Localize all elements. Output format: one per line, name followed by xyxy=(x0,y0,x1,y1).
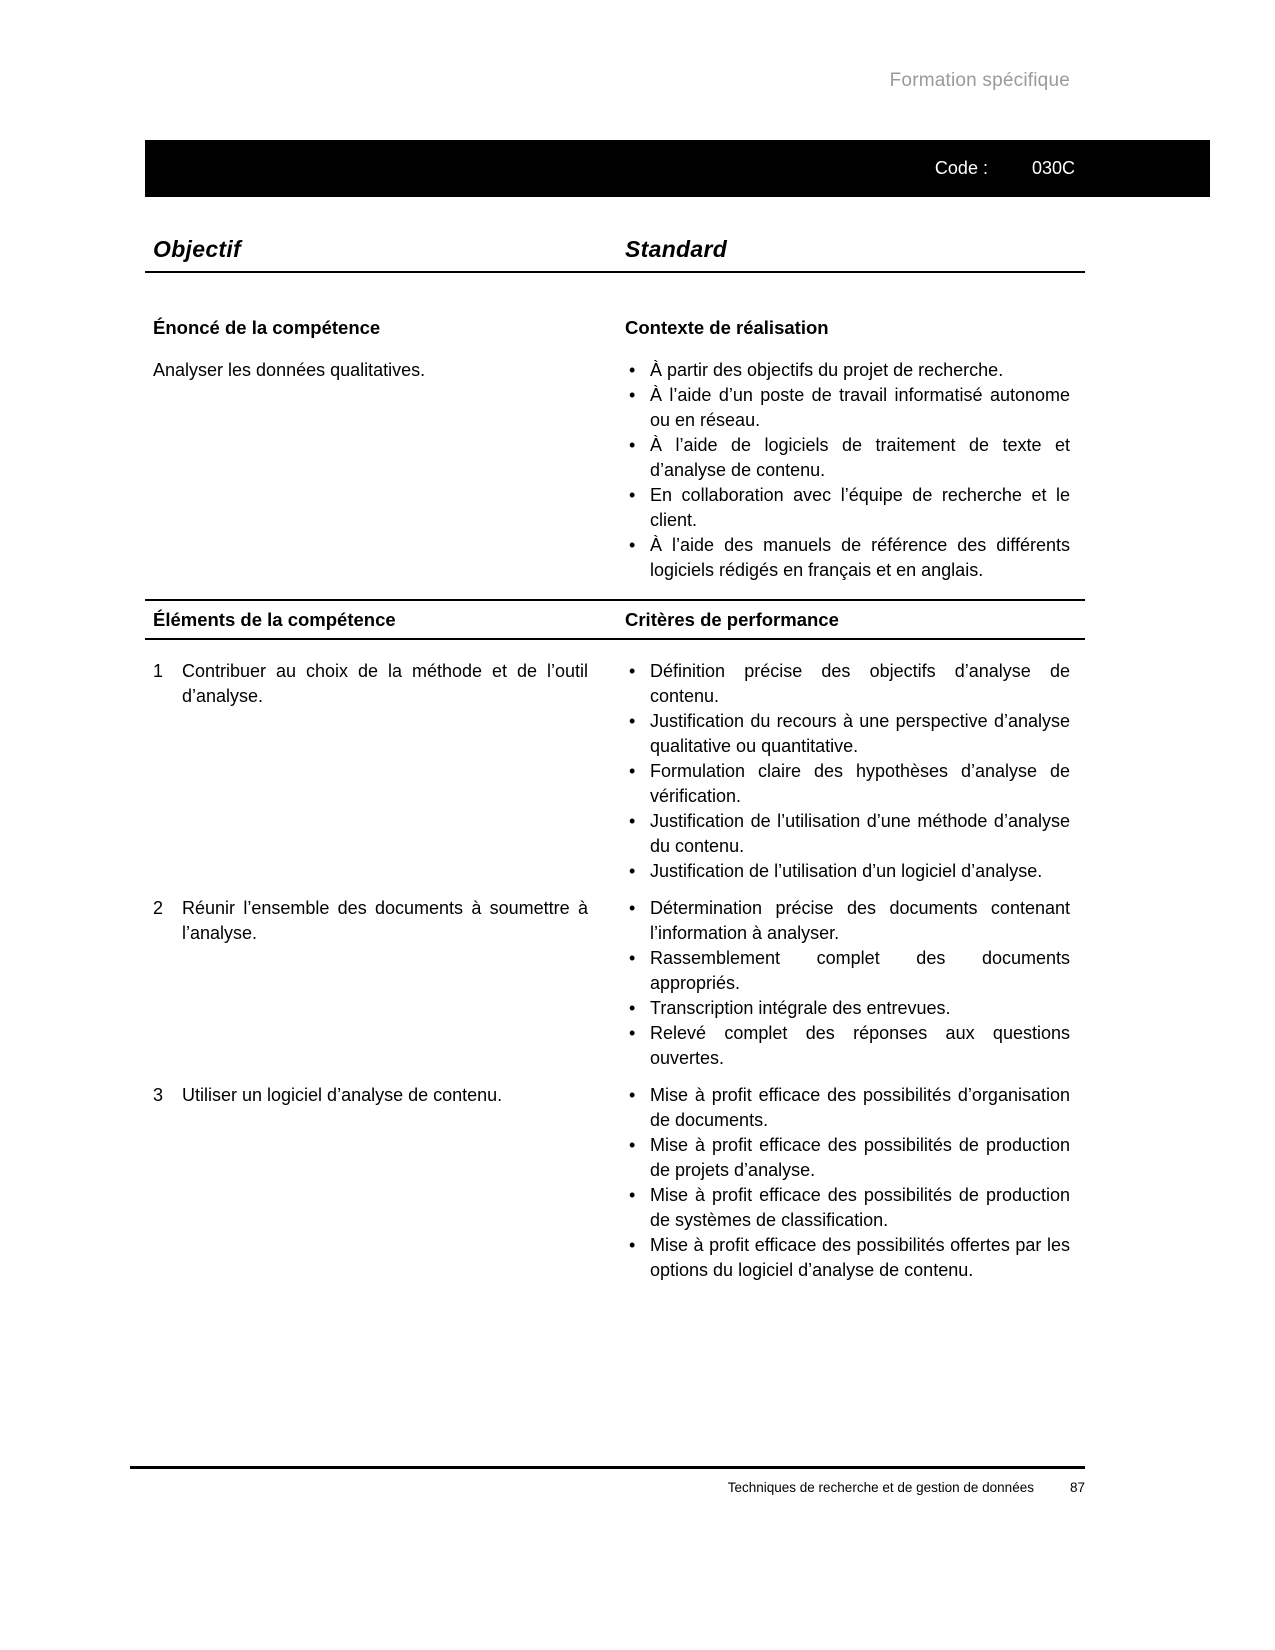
code-bar xyxy=(145,140,1210,197)
column-title-standard: Standard xyxy=(625,236,728,262)
context-bullet: • En collaboration avec l’équipe de recherche et le client. xyxy=(625,483,1070,533)
criteria-bullet: • Rassemblement complet des documents appropriés. xyxy=(625,946,1070,996)
criteria-bullet: • Mise à profit efficace des possibilités de production de projets d’analyse. xyxy=(625,1133,1070,1183)
criteria-bullet: • Mise à profit efficace des possibilités de production de systèmes de classification. xyxy=(625,1183,1070,1233)
content-area xyxy=(145,237,1085,1295)
element-item-row-3 xyxy=(145,1083,1085,1283)
element-item-row-2 xyxy=(145,896,1085,1071)
criteria-bullet: • Détermination précise des documents contenant l’information à analyser. xyxy=(625,896,1070,946)
element-number: 2 xyxy=(153,898,164,918)
context-bullet: • À l’aide des manuels de référence des différents logiciels rédigés en français et en anglais. xyxy=(625,533,1070,583)
page-footer xyxy=(130,1466,1085,1495)
criteria-bullet-list xyxy=(625,896,1070,1071)
column-titles-row xyxy=(145,237,1085,273)
element-number: 1 xyxy=(153,661,164,681)
code-value: 030C xyxy=(1031,158,1075,178)
heading-criteres-performance: Critères de performance xyxy=(625,609,839,630)
elements-headings-row xyxy=(145,599,1085,640)
heading-enonce-competence: Énoncé de la compétence xyxy=(153,317,381,338)
element-text-cell xyxy=(145,1083,625,1283)
criteria-bullet-list xyxy=(625,1083,1070,1283)
competence-body-row xyxy=(145,358,1085,583)
criteria-bullet: • Formulation claire des hypothèses d’analyse de vérification. xyxy=(625,759,1070,809)
element-number: 3 xyxy=(153,1085,164,1105)
criteria-bullet: • Justification du recours à une perspective d’analyse qualitative ou quantitative. xyxy=(625,709,1070,759)
criteria-cell xyxy=(625,659,1085,884)
footer-inner xyxy=(130,1480,1085,1495)
heading-contexte-realisation: Contexte de réalisation xyxy=(625,317,829,338)
criteria-bullet: • Justification de l’utilisation d’une méthode d’analyse du contenu. xyxy=(625,809,1070,859)
element-text: Utiliser un logiciel d’analyse de contenu. xyxy=(182,1085,503,1105)
element-text-cell xyxy=(145,896,625,1071)
column-title-objectif: Objectif xyxy=(153,236,242,262)
criteria-bullet: • Mise à profit efficace des possibilités offertes par les options du logiciel d’analyse de contenu. xyxy=(625,1233,1070,1283)
competence-headings-row xyxy=(145,315,1085,340)
context-bullet-list xyxy=(625,358,1070,583)
context-bullet: • À l’aide d’un poste de travail informatisé autonome ou en réseau. xyxy=(625,383,1070,433)
criteria-bullet: • Transcription intégrale des entrevues. xyxy=(625,996,1070,1021)
page-header-label: Formation spécifique xyxy=(889,70,1070,91)
element-text: Réunir l’ensemble des documents à soumettre à l’analyse. xyxy=(182,898,588,943)
criteria-cell xyxy=(625,896,1085,1071)
numbered-element xyxy=(153,896,588,946)
heading-elements-competence: Éléments de la compétence xyxy=(153,609,396,630)
page-number: 87 xyxy=(1069,1480,1085,1495)
criteria-bullet: • Relevé complet des réponses aux questions ouvertes. xyxy=(625,1021,1070,1071)
criteria-bullet-list xyxy=(625,659,1070,884)
context-bullet: • À l’aide de logiciels de traitement de texte et d’analyse de contenu. xyxy=(625,433,1070,483)
criteria-cell xyxy=(625,1083,1085,1283)
competence-statement-cell xyxy=(145,358,625,583)
element-text-cell xyxy=(145,659,625,884)
criteria-bullet: • Mise à profit efficace des possibilités d’organisation de documents. xyxy=(625,1083,1070,1133)
competence-statement: Analyser les données qualitatives. xyxy=(153,360,426,380)
element-text: Contribuer au choix de la méthode et de l’outil d’analyse. xyxy=(182,661,588,706)
numbered-element xyxy=(153,659,588,709)
criteria-bullet: • Justification de l’utilisation d’un logiciel d’analyse. xyxy=(625,859,1070,884)
element-item-row-1 xyxy=(145,659,1085,884)
code-label: Code : xyxy=(934,158,988,178)
context-bullet: • À partir des objectifs du projet de recherche. xyxy=(625,358,1070,383)
context-cell xyxy=(625,358,1085,583)
footer-document-title: Techniques de recherche et de gestion de données xyxy=(727,1480,1034,1495)
criteria-bullet: • Définition précise des objectifs d’analyse de contenu. xyxy=(625,659,1070,709)
numbered-element xyxy=(153,1083,588,1108)
